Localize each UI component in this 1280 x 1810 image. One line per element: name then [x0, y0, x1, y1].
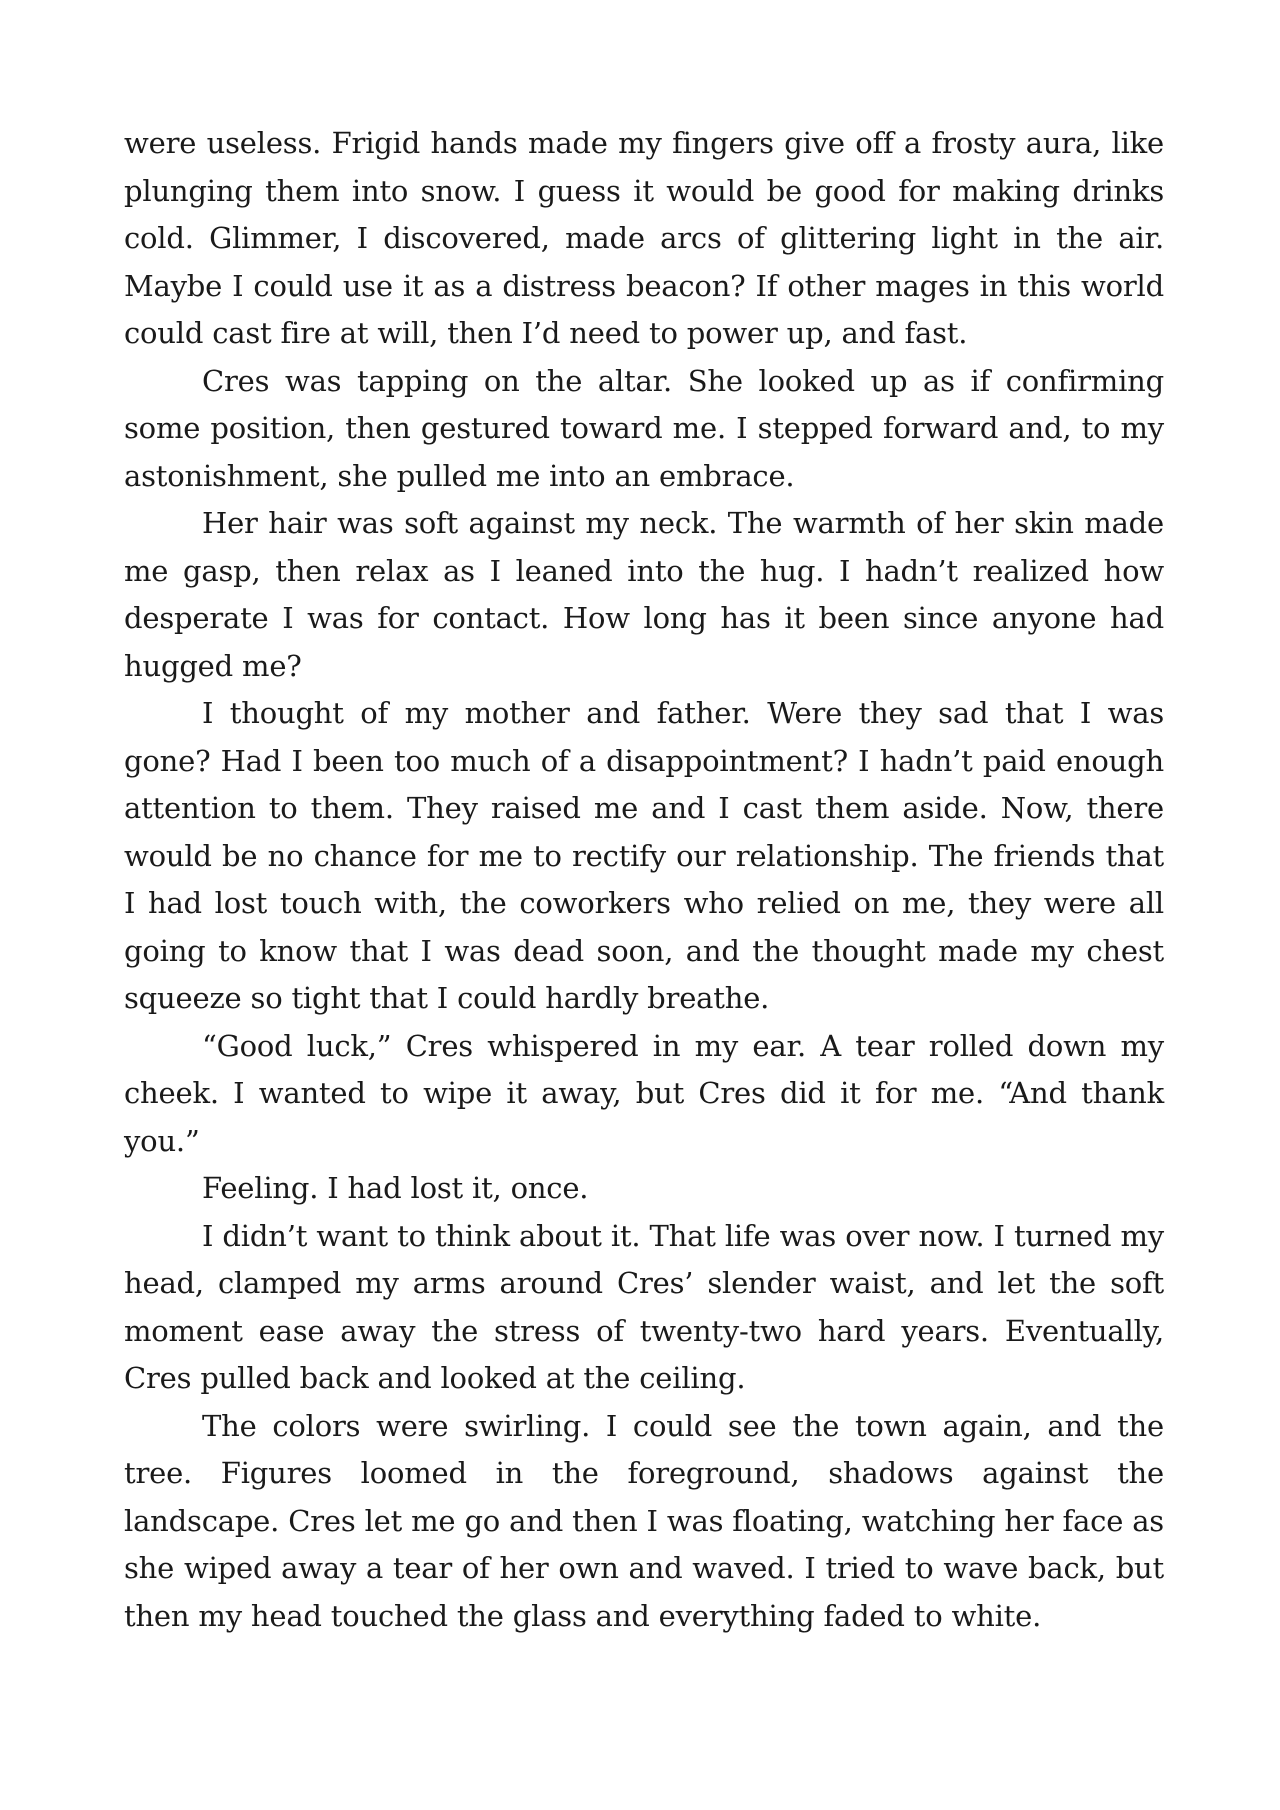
paragraph-feeling: Feeling. I had lost it, once.: [202, 1171, 589, 1205]
paragraph-embrace: Her hair was soft against my neck. The warmth of her skin made me gasp, then relax as I leaned into the hug. I hadn’t realized how desperate I was for contact. How long has it been since anyone had hugged me?: [124, 506, 1164, 683]
paragraph-parents: I thought of my mother and father. Were they sad that I was gone? Had I been too much of a disappointment? I hadn’t paid enough attention to them. They raised me and I cast them aside. Now, there would be no chance for me to rectify our relationship. The friends that I had lost touch with, the coworkers who relied on me, they were all going to know that I was dead soon, and the thought made my chest squeeze so tight that I could hardly breathe.: [124, 696, 1164, 1015]
paragraph-colors-swirling: The colors were swirling. I could see the town again, and the tree. Figures loomed in the foreground, shadows against the landscape. Cres let me go and then I was floating, watching her face as she wiped away a tear of her own and waved. I tried to wave back, but then my head touched the glass and everything faded to white.: [124, 1408, 1164, 1633]
paragraph-continuation: were useless. Frigid hands made my fingers give off a frosty aura, like plunging them into snow. I guess it would be good for making drinks cold. Glimmer, I discovered, made arcs of glittering light in the air. Maybe I could use it as a distress beacon? If other mages in this world could cast fire at will, then I’d need to power up, and fast.: [124, 126, 1164, 350]
paragraph-life-over: I didn’t want to think about it. That life was over now. I turned my head, clamped my arms around Cres’ slender waist, and let the soft moment ease away the stress of twenty-two hard years. Eventually, Cres pulled back and looked at the ceiling.: [124, 1218, 1164, 1395]
body-text: [124, 120, 1164, 1640]
paragraph-good-luck: “Good luck,” Cres whispered in my ear. A tear rolled down my cheek. I wanted to wipe it away, but Cres did it for me. “And thank you.”: [124, 1028, 1164, 1158]
paragraph-altar: Cres was tapping on the altar. She looked up as if confirming some position, then gestured toward me. I stepped forward and, to my astonishment, she pulled me into an embrace.: [124, 363, 1164, 493]
